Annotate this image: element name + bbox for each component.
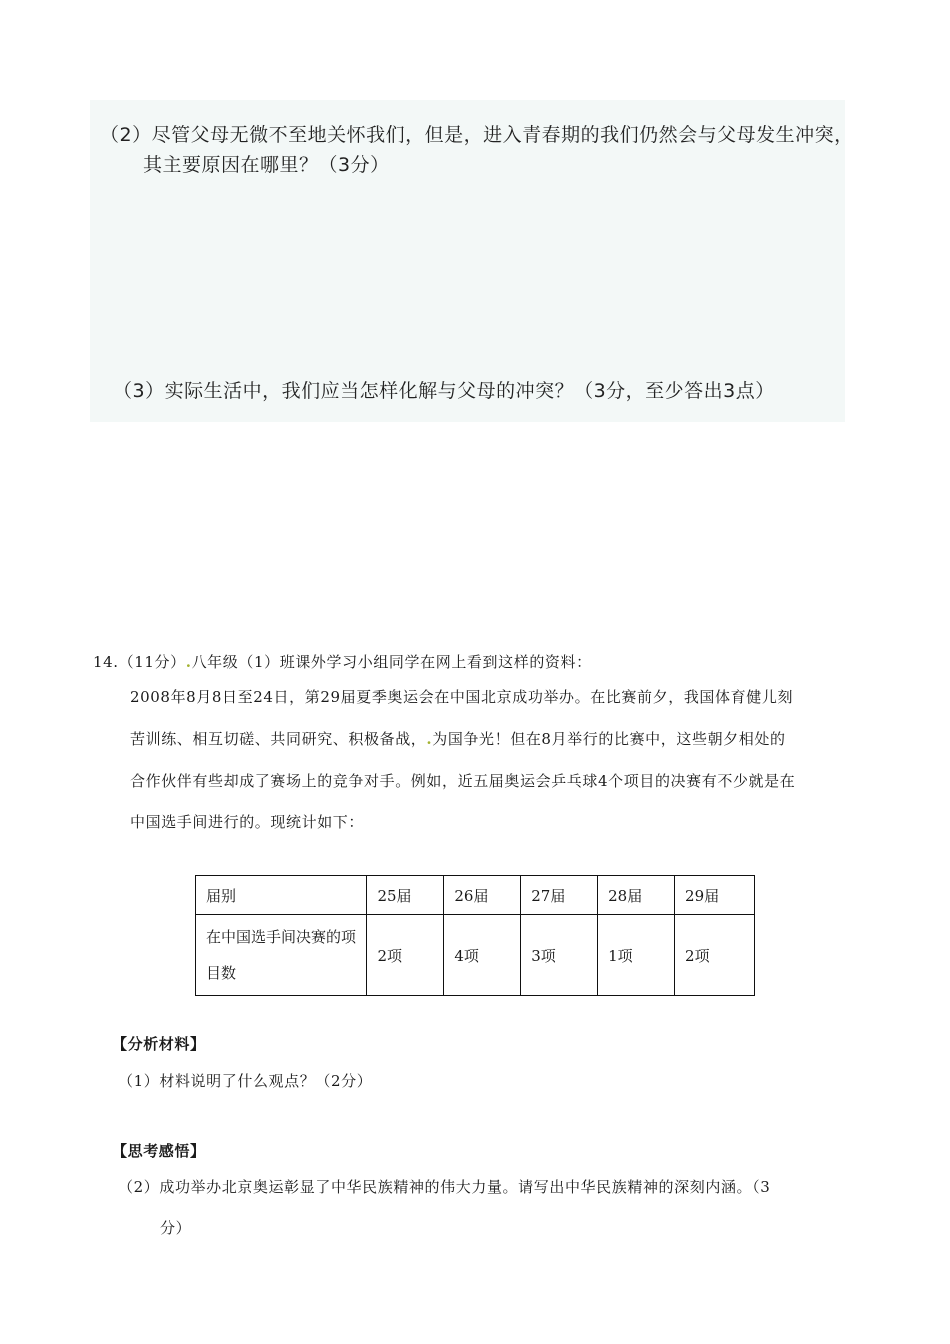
final-statistics-table [195,875,755,996]
material-line-3: 合作伙伴有些却成了赛场上的竞争对手。例如，近五届奥运会乒乓球4个项目的决赛有不少就是在 [130,772,796,790]
scanned-question-block [90,100,845,422]
question-14-number: 14.（11分） [93,653,186,671]
table-header-cell: 29届 [675,876,755,915]
question-2-line-1: （2）尽管父母无微不至地关怀我们，但是，进入青春期的我们仍然会与父母发生冲突， [100,124,854,146]
reflection-question-line-1: （2）成功举办北京奥运彰显了中华民族精神的伟大力量。请写出中华民族精神的深刻内涵。（3 [118,1178,771,1196]
mark-dot: . [185,653,192,671]
question-14-header [93,651,592,672]
table-row [196,915,755,996]
analysis-question: （1）材料说明了什么观点？（2分） [118,1072,373,1090]
question-3: （3）实际生活中，我们应当怎样化解与父母的冲突？（3分，至少答出3点） [113,380,775,402]
table-row-label: 在中国选手间决赛的项目数 [196,915,367,996]
analysis-heading: 【分析材料】 [112,1035,206,1053]
material-line-4: 中国选手间进行的。现统计如下： [130,813,365,831]
material-line-1: 2008年8月8日至24日，第29届夏季奥运会在中国北京成功举办。在比赛前夕，我国体育健儿刻 [130,688,794,706]
table-cell: 3项 [521,915,598,996]
table-header-row [196,876,755,915]
table-cell: 4项 [444,915,521,996]
material-line-2-part-b: 为国争光！但在8月举行的比赛中，这些朝夕相处的 [432,730,786,748]
table-header-cell: 26届 [444,876,521,915]
reflection-heading: 【思考感悟】 [112,1142,206,1160]
table-header-cell: 28届 [598,876,675,915]
question-2-line-2: 其主要原因在哪里？（3分） [143,154,390,176]
table-cell: 2项 [675,915,755,996]
mark-dot: . [426,730,433,748]
table-header-cell: 27届 [521,876,598,915]
table-cell: 1项 [598,915,675,996]
table-cell: 2项 [367,915,444,996]
reflection-question-line-2: 分） [160,1219,192,1237]
material-line-2-part-a: 苦训练、相互切磋、共同研究、积极备战， [130,730,427,748]
table-header-cell: 届别 [196,876,367,915]
question-14-intro: 八年级（1）班课外学习小组同学在网上看到这样的资料： [191,653,592,671]
material-line-2 [130,728,786,749]
table-header-cell: 25届 [367,876,444,915]
